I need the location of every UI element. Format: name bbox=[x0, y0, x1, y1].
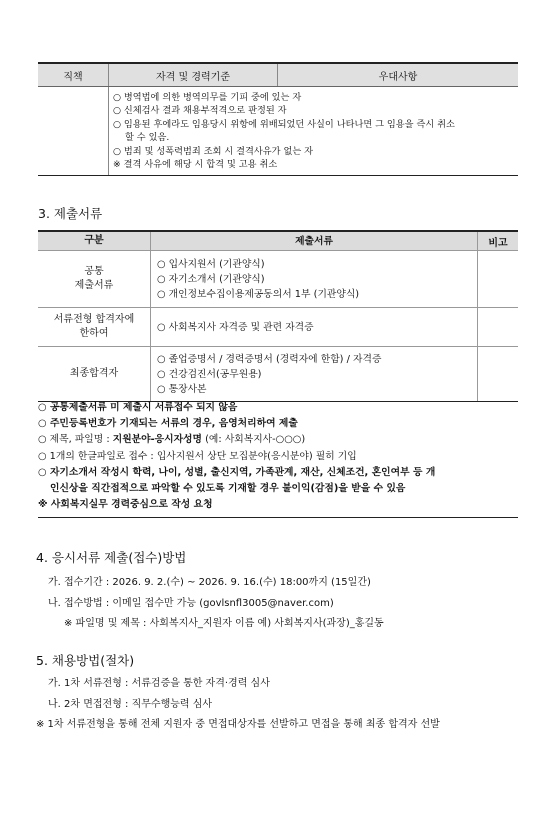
note: ○ 1개의 한글파일로 접수 : 입사지원서 상단 모집분야(응시분야) 필히 기입 bbox=[38, 450, 357, 462]
qualification-table-body bbox=[38, 87, 518, 175]
row-category bbox=[38, 251, 151, 307]
section4-method: 나. 접수방법 : 이메일 접수만 가능 (govlsnfl3005@naver.com) bbox=[48, 598, 334, 609]
section5-step1: 가. 1차 서류전형 : 서류검증을 통한 자격·경력 심사 bbox=[48, 678, 270, 689]
list-item: ○ 입사지원서 (기관양식) bbox=[157, 258, 265, 270]
section4-title: 4. 응시서류 제출(접수)방법 bbox=[36, 550, 187, 565]
row-remarks bbox=[478, 347, 518, 401]
category-line: 최종합격자 bbox=[69, 368, 119, 379]
table-row bbox=[38, 251, 518, 308]
section3-title: 3. 제출서류 bbox=[38, 206, 103, 221]
category-line: 공통 bbox=[84, 266, 104, 277]
note: 인신상을 직간접적으로 파악할 수 있도록 기재할 경우 불이익(감점)을 받을 수 있음 bbox=[50, 483, 406, 495]
qualification-table-header bbox=[38, 64, 518, 87]
list-item: ※ 결격 사유에 해당 시 합격 및 고용 취소 bbox=[113, 159, 278, 171]
category-line: 서류전형 합격자에 bbox=[53, 314, 135, 325]
category-line: 제출서류 bbox=[74, 280, 114, 291]
section4-period: 가. 접수기간 : 2026. 9. 2.(수) ~ 2026. 9. 16.(수) 18:00까지 (15일간) bbox=[48, 577, 371, 588]
list-item: ○ 개인정보수집이용제공동의서 1부 (기관양식) bbox=[157, 288, 360, 300]
header-remarks: 비고 bbox=[488, 237, 508, 249]
note bbox=[38, 432, 518, 448]
section5-step2: 나. 2차 면접전형 : 직무수행능력 심사 bbox=[48, 699, 213, 710]
row-remarks bbox=[478, 308, 518, 346]
header-qualification: 자격 및 경력기준 bbox=[109, 64, 278, 86]
list-item: ○ 신체검사 결과 채용부적격으로 판정된 자 bbox=[113, 105, 287, 117]
row-documents bbox=[151, 347, 478, 401]
list-item: ○ 졸업증명서 / 경력증명서 (경력자에 한함) / 자격증 bbox=[157, 353, 382, 365]
category-line: 한하여 bbox=[79, 328, 109, 339]
documents-table bbox=[38, 230, 518, 402]
list-item: ○ 자기소개서 (기관양식) bbox=[157, 273, 265, 285]
note: ○ 주민등록번호가 기재되는 서류의 경우, 음영처리하여 제출 bbox=[38, 418, 298, 430]
note-part-bold: 지원분야-응시자성명 bbox=[112, 434, 202, 446]
qualification-table bbox=[38, 62, 518, 176]
list-item: ○ 건강검진서(공무원용) bbox=[157, 368, 262, 380]
section5-note: ※ 1차 서류전형을 통해 전체 지원자 중 면접대상자를 선발하고 면접을 통해 최종 합격자 선발 bbox=[36, 719, 440, 730]
note-part: (예: 사회복지사-○○○) bbox=[202, 434, 306, 446]
list-item: ○ 범죄 및 성폭력범죄 조회 시 결격사유가 없는 자 bbox=[113, 145, 314, 157]
header-category: 구분 bbox=[38, 232, 151, 250]
header-position: 직책 bbox=[38, 64, 109, 86]
list-item: ○ 통장사본 bbox=[157, 383, 207, 395]
row-documents bbox=[151, 308, 478, 346]
section4-filename-note: ※ 파일명 및 제목 : 사회복지사_지원자 이름 예) 사회복지사(과장)_홍길동 bbox=[64, 618, 384, 629]
header-documents: 제출서류 bbox=[151, 232, 478, 250]
header-preference: 우대사항 bbox=[378, 71, 418, 83]
row-documents bbox=[151, 251, 478, 307]
table-row bbox=[38, 308, 518, 347]
disqualification-list bbox=[109, 87, 518, 175]
note: ○ 공통제출서류 미 제출시 서류접수 되지 않음 bbox=[38, 402, 238, 413]
row-category bbox=[38, 308, 151, 346]
row-category bbox=[38, 347, 151, 401]
list-item: ○ 임용된 후에라도 임용당시 위항에 위배되었던 사실이 나타나면 그 임용을 즉시 취소 bbox=[113, 118, 455, 130]
list-item: ○ 병역법에 의한 병역의무를 기피 중에 있는 자 bbox=[113, 92, 302, 103]
list-item: 할 수 있음. bbox=[125, 132, 170, 144]
position-cell bbox=[38, 87, 109, 175]
documents-notes bbox=[38, 400, 518, 518]
list-item: ○ 사회복지사 자격증 및 관련 자격증 bbox=[157, 321, 314, 333]
note-part: ○ 제목, 파일명 : bbox=[38, 434, 113, 446]
section5-title: 5. 채용방법(절차) bbox=[36, 653, 135, 668]
documents-table-header bbox=[38, 232, 518, 251]
table-row bbox=[38, 347, 518, 401]
note: ※ 사회복지실무 경력중심으로 작성 요청 bbox=[38, 499, 213, 511]
note: ○ 자기소개서 작성시 학력, 나이, 성별, 출신지역, 가족관계, 재산, 신체조건, 혼인여부 등 개 bbox=[38, 466, 436, 478]
row-remarks bbox=[478, 251, 518, 307]
